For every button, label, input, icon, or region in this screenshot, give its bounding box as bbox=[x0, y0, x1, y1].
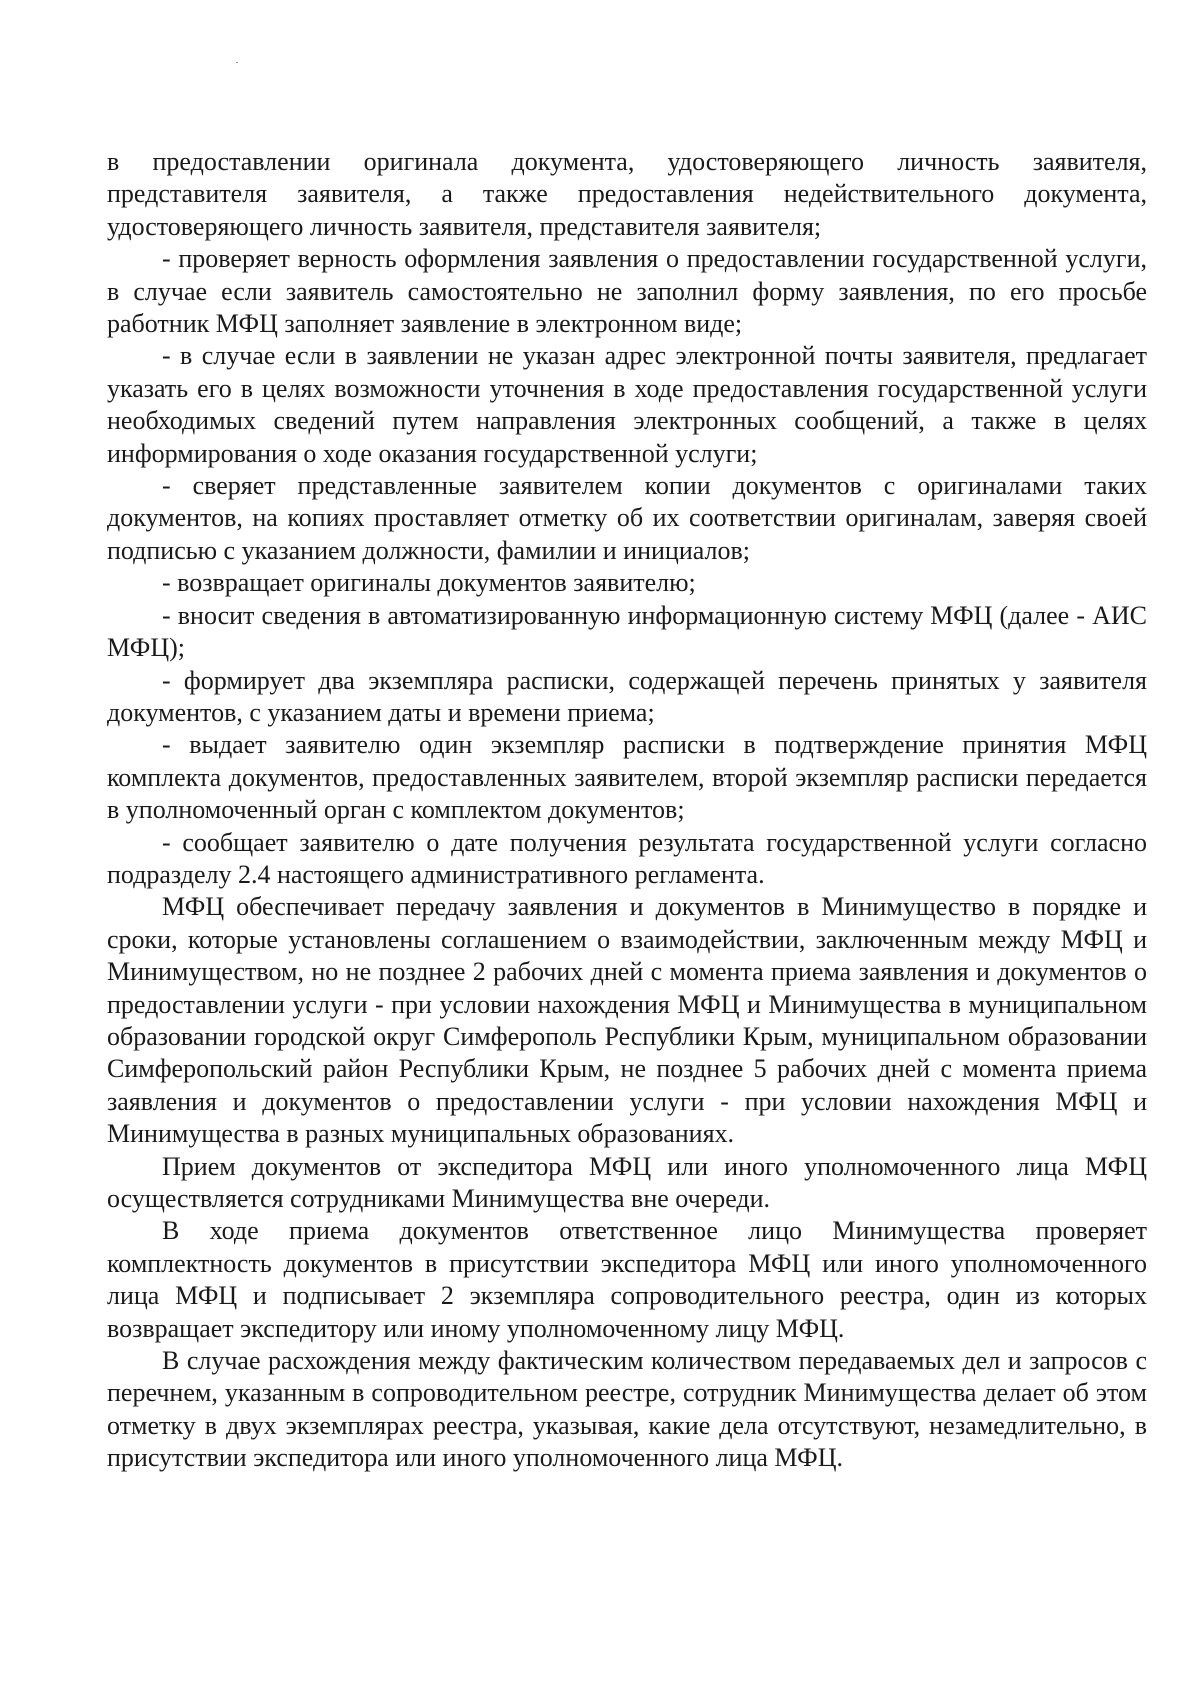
paragraph-email-address: - в случае если в заявлении не указан адрес электронной почты заявителя, предлагает указать его в целях возможности уточнения в ходе предоставления государственной услуги необходимых сведений путем направления электронных сообщений, а также в целях информирования о ходе оказания государственной услуги; bbox=[107, 341, 1147, 468]
paragraph-verify-copies: - сверяет представленные заявителем копии документов с оригиналами таких документов, на копиях проставляет отметку об их соответствии оригиналам, заверяя своей подписью с указанием должности, фамилии и инициалов; bbox=[107, 471, 1147, 565]
document-body bbox=[107, 146, 1147, 1475]
paragraph-mfc-transfer: МФЦ обеспечивает передачу заявления и документов в Минимущество в порядке и сроки, которые установлены соглашением о взаимодействии, заключенным между МФЦ и Минимуществом, но не позднее 2 рабочих дней с момента приема заявления и документов о предоставлении услуги - при условии нахождения МФЦ и Минимущества в муниципальном образовании городской округ Симферополь Республики Крым, муниципальном образовании Симферопольский район Республики Крым, не позднее 5 рабочих дней с момента приема заявления и документов о предоставлении услуги - при условии нахождения МФЦ и Минимущества в разных муниципальных образованиях. bbox=[107, 892, 1147, 1149]
paragraph-enter-ais: - вносит сведения в автоматизированную информационную систему МФЦ (далее - АИС МФЦ); bbox=[107, 600, 1147, 663]
paragraph-two-receipts: - формирует два экземпляра расписки, содержащей перечень принятых у заявителя документов, с указанием даты и времени приема; bbox=[107, 665, 1147, 727]
paragraph-continuation: в предоставлении оригинала документа, удостоверяющего личность заявителя, представителя заявителя, а также предоставления недействительного документа, удостоверяющего личность заявителя, представителя заявителя; bbox=[107, 147, 1147, 241]
paragraph-inform-date: - сообщает заявителю о дате получения результата государственной услуги согласно подразделу 2.4 настоящего административного регламента. bbox=[107, 827, 1147, 889]
paragraph-completeness-check: В ходе приема документов ответственное лицо Минимущества проверяет комплектность документов в присутствии экспедитора МФЦ или иного уполномоченного лица МФЦ и подписывает 2 экземпляра сопроводительного реестра, один из которых возвращает экспедитору или иному уполномоченному лицу МФЦ. bbox=[107, 1216, 1147, 1343]
paragraph-discrepancy: В случае расхождения между фактическим количеством передаваемых дел и запросов с перечнем, указанным в сопроводительном реестре, сотрудник Минимущества делает об этом отметку в двух экземплярах реестра, указывая, какие дела отсутствуют, незамедлительно, в присутствии экспедитора или иного уполномоченного лица МФЦ. bbox=[107, 1346, 1147, 1473]
paragraph-courier-reception: Прием документов от экспедитора МФЦ или иного уполномоченного лица МФЦ осуществляется сотрудниками Минимущества вне очереди. bbox=[107, 1151, 1147, 1213]
paragraph-return-originals: - возвращает оригиналы документов заявителю; bbox=[162, 568, 696, 598]
paragraph-issue-receipt: - выдает заявителю один экземпляр расписки в подтверждение принятия МФЦ комплекта документов, предоставленных заявителем, второй экземпляр расписки передается в уполномоченный орган с комплектом документов; bbox=[107, 730, 1147, 825]
paragraph-check-application: - проверяет верность оформления заявления о предоставлении государственной услуги, в случае если заявитель самостоятельно не заполнил форму заявления, по его просьбе работник МФЦ заполняет заявление в электронном виде; bbox=[107, 244, 1147, 339]
scan-speck bbox=[236, 62, 238, 63]
